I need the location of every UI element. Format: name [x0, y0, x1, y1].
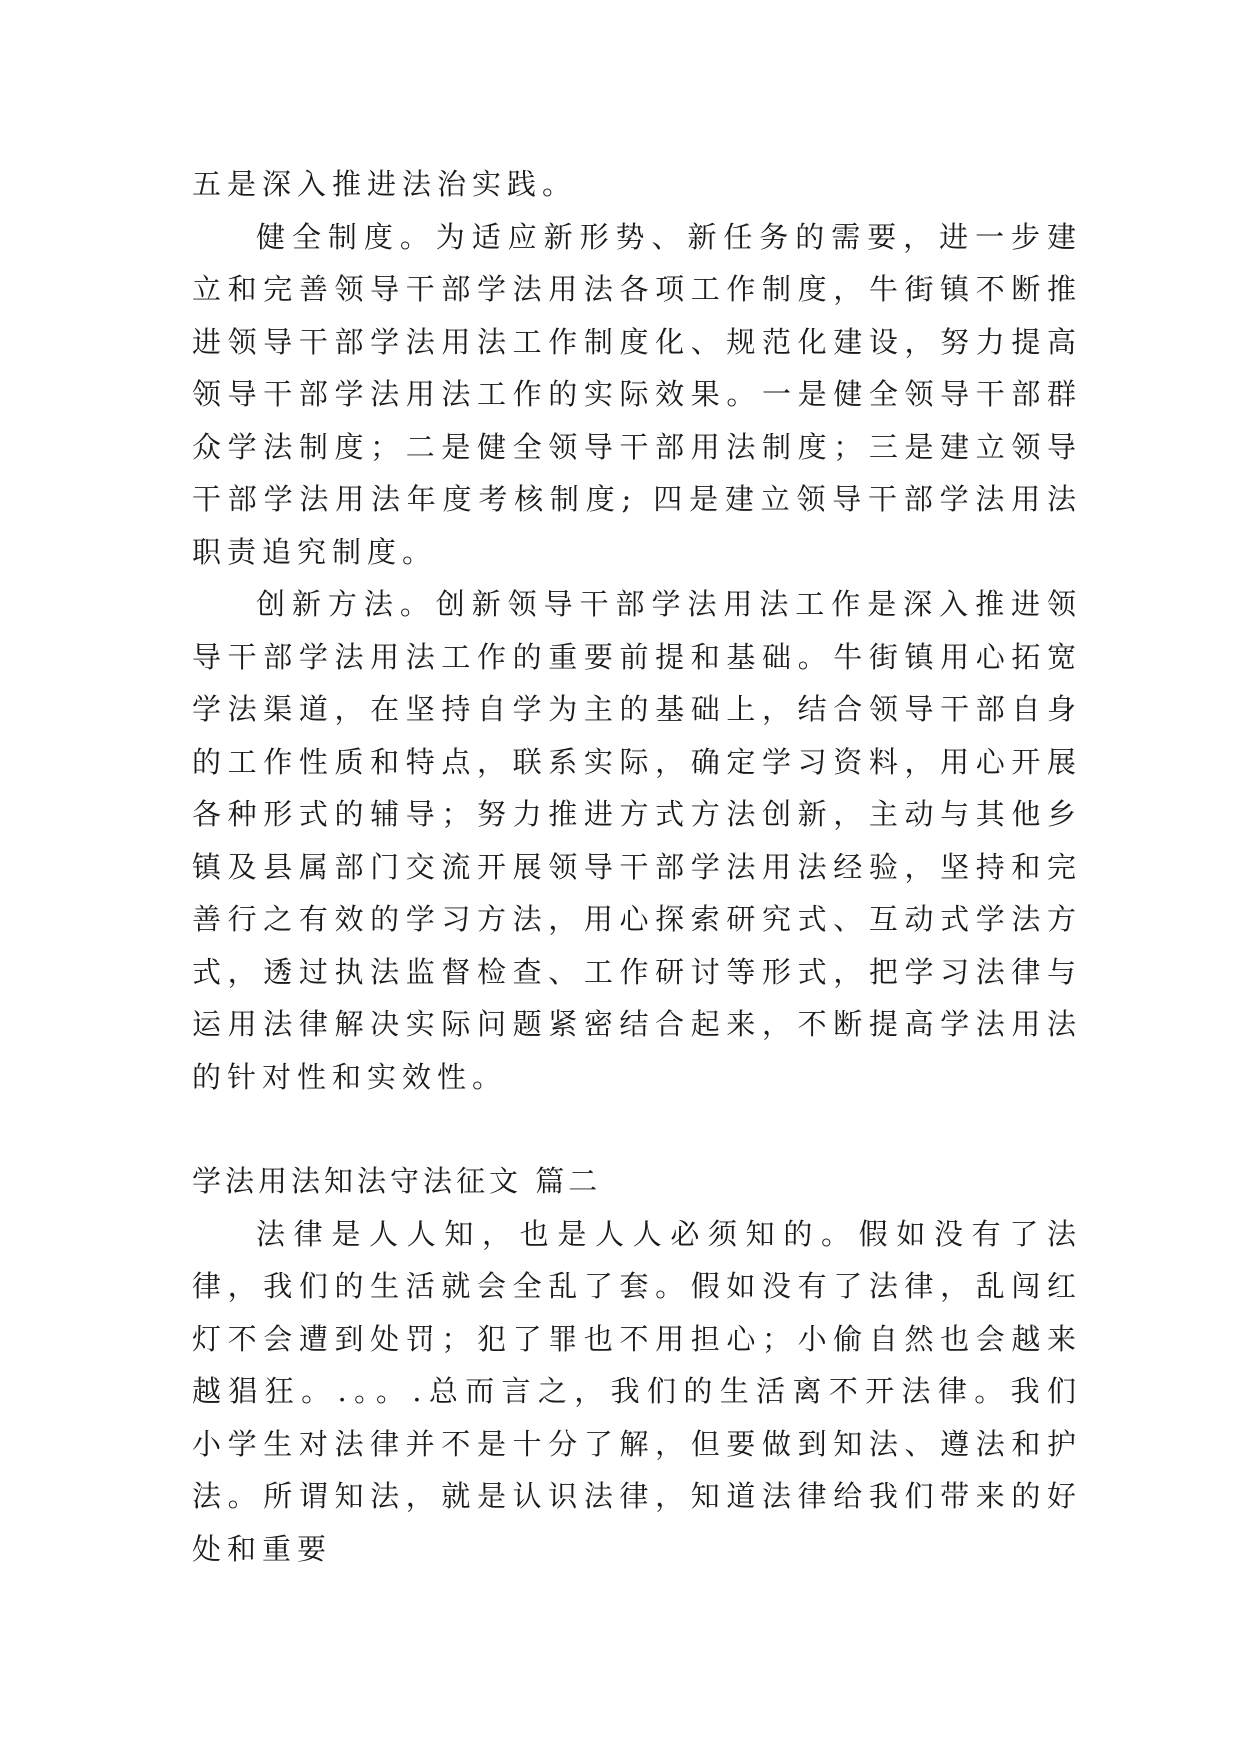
- paragraph-1: 五是深入推进法治实践。: [192, 167, 578, 201]
- paragraph-2: 健全制度。为适应新形势、新任务的需要，进一步建立和完善领导干部学法用法各项工作制度，牛街镇不断推进领导干部学法用法工作制度化、规范化建设，努力提高领导干部学法用法工作的实际效果。一是健全领导干部群众学法制度；二是健全领导干部用法制度；三是建立领导干部学法用法年度考核制度; 四是建立领导干部学法用法职责追究制度。: [192, 219, 1082, 569]
- section-heading: 学法用法知法守法征文 篇二: [192, 1164, 602, 1198]
- paragraph-4: 法律是人人知，也是人人必须知的。假如没有了法律，我们的生活就会全乱了套。假如没有了法律，乱闯红灯不会遭到处罚；犯了罪也不用担心；小偷自然也会越来越猖狂。.。。.总而言之，我们的生活离不开法律。我们小学生对法律并不是十分了解，但要做到知法、遵法和护法。所谓知法，就是认识法律，知道法律给我们带来的好处和重要: [192, 1216, 1082, 1566]
- document-body: [192, 158, 1082, 1575]
- paragraph-3: 创新方法。创新领导干部学法用法工作是深入推进领导干部学法用法工作的重要前提和基础。牛街镇用心拓宽学法渠道，在坚持自学为主的基础上，结合领导干部自身的工作性质和特点，联系实际，确定学习资料，用心开展各种形式的辅导；努力推进方式方法创新，主动与其他乡镇及县属部门交流开展领导干部学法用法经验，坚持和完善行之有效的学习方法，用心探索研究式、互动式学法方式，透过执法监督检查、工作研讨等形式，把学习法律与运用法律解决实际问题紧密结合起来，不断提高学法用法的针对性和实效性。: [192, 587, 1082, 1094]
